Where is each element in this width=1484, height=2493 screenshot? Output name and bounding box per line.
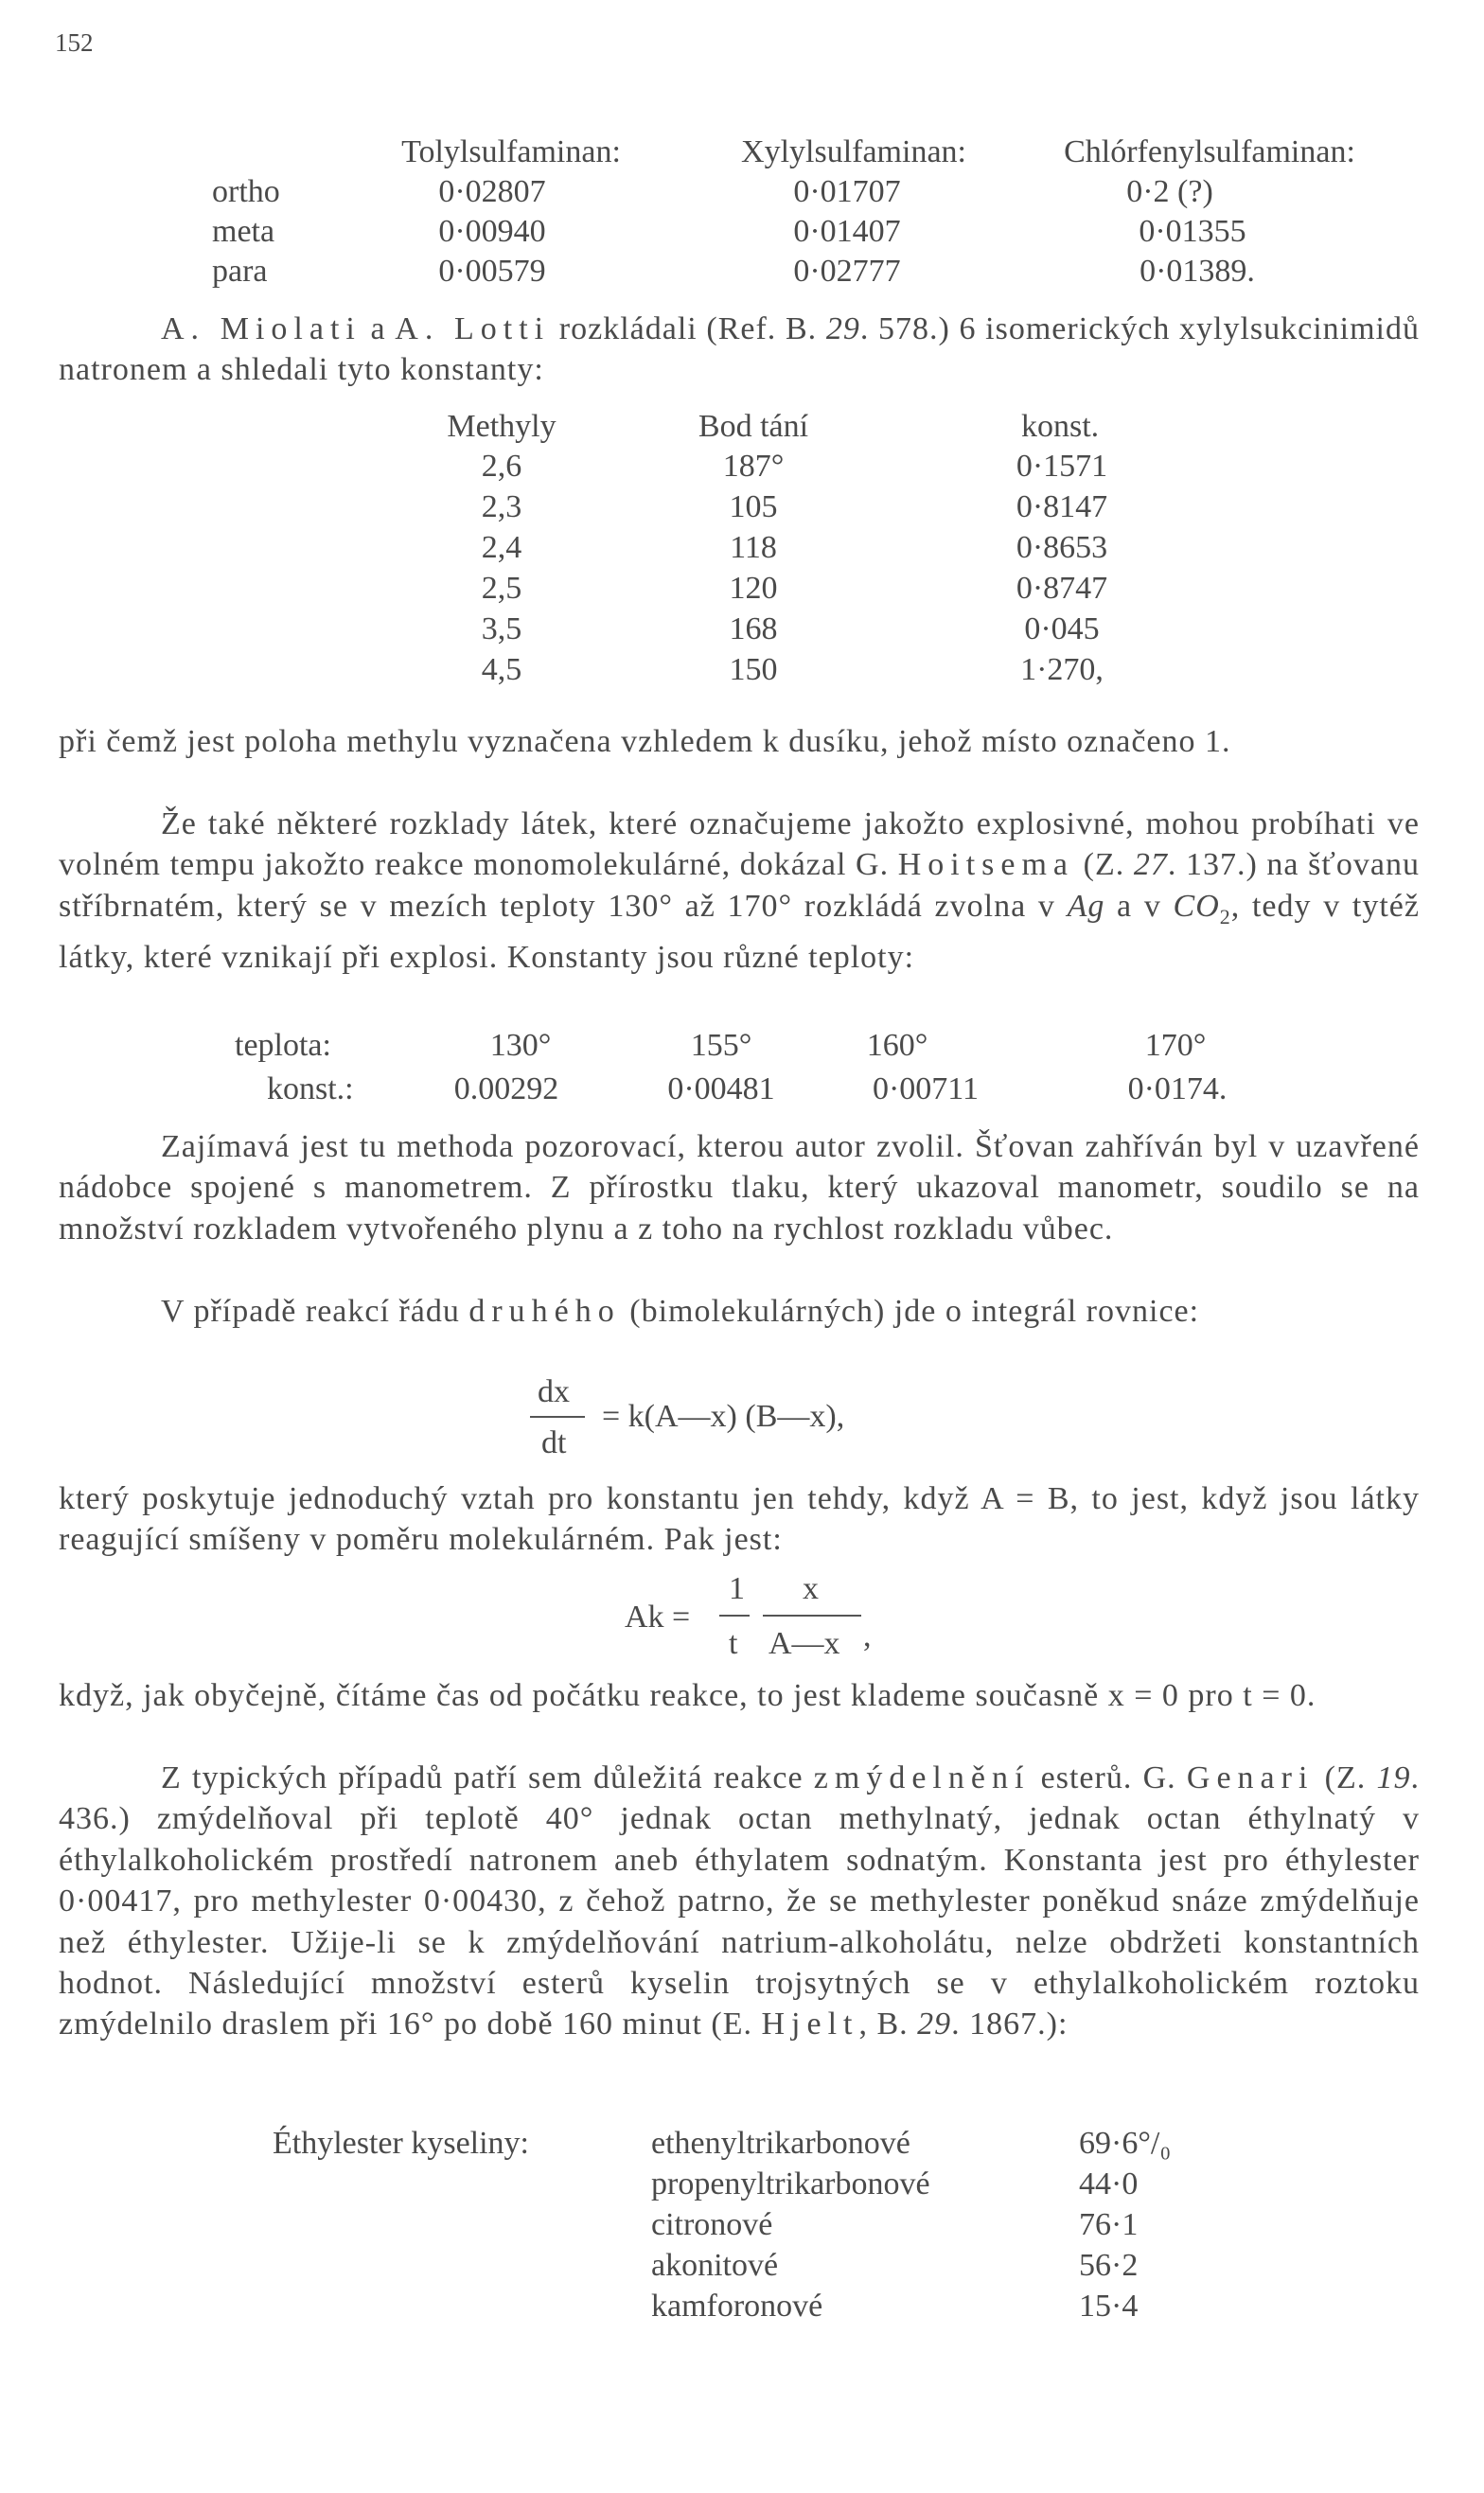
- table-cell: 0·00711: [872, 1071, 980, 1106]
- table-cell: 0·2 (?): [1126, 174, 1213, 209]
- table-row: [0, 530, 1484, 572]
- table-cell: 187°: [722, 449, 785, 484]
- table-row: [0, 571, 1484, 612]
- table-header: Xylylsulfaminan:: [741, 134, 966, 169]
- row-label: konst.:: [267, 1071, 354, 1106]
- fraction-bar: [763, 1615, 861, 1617]
- equation-numerator: dx: [538, 1374, 570, 1409]
- formula-co: CO: [1173, 888, 1220, 924]
- author-name: Genari: [1186, 1760, 1315, 1795]
- table-cell: 0·8747: [1016, 571, 1108, 606]
- table-row: [0, 489, 1484, 531]
- sulfaminan-table: [0, 134, 1484, 295]
- table-cell: 155°: [690, 1028, 752, 1063]
- table-cell: 4,5: [481, 652, 522, 687]
- row-label: meta: [212, 214, 275, 249]
- table-row: [0, 1028, 1484, 1070]
- table-row: [0, 652, 1484, 694]
- table-cell: 170°: [1144, 1028, 1207, 1063]
- table-cell: 3,5: [481, 611, 522, 646]
- ester-value: 44·0: [1079, 2166, 1139, 2201]
- table-cell: 0·01389.: [1140, 254, 1255, 289]
- formula-subscript: 2: [1219, 904, 1231, 928]
- reference-volume: 29: [825, 311, 860, 346]
- table-cell: 0·02807: [438, 174, 546, 209]
- paragraph-hoitsema: [59, 804, 1420, 978]
- text-fragment: . 436.) zmýdelňoval při teplotě 40° jednak octan methylnatý, jednak octan éthylnatý v éthylalkoholickém prostředí natronem aneb éthylatem sodnatým. Konstanta jest pro éthylester 0·00417, pro methylester 0·00430, z čehož patrno, že se methylester poněkud snáze zmýdelňuje než éthylester. Užije-li se k zmýdelňování natrium-alkoholátu, nelze obdržeti konstantních hodnot. Následující množství esterů kyselin trojsytných se v ethylalkoholickém roztoku zmýdelnilo draslem při 16° po době 160 minut (E.: [59, 1760, 1421, 2042]
- text-fragment: a v: [1104, 888, 1174, 924]
- author-name: A. Miolati: [161, 311, 362, 346]
- formula-ag: Ag: [1067, 888, 1105, 924]
- table-row: [0, 2126, 1484, 2167]
- table-header: Chlórfenylsulfaminan:: [1064, 134, 1355, 169]
- table-cell: 0.00292: [453, 1071, 559, 1106]
- text-fragment: (Z.: [1074, 847, 1134, 883]
- table-cell: 0·01355: [1139, 214, 1246, 249]
- table-cell: 0·01707: [793, 174, 901, 209]
- ester-name: akonitové: [651, 2248, 779, 2283]
- equation-rhs: = k(A—x) (B—x),: [602, 1399, 845, 1434]
- text-fragment: V případě reakcí řádu: [161, 1294, 469, 1329]
- table-row: [0, 611, 1484, 653]
- ester-value: 76·1: [1079, 2207, 1139, 2242]
- table-cell: 130°: [489, 1028, 552, 1063]
- table-row: [0, 2207, 1484, 2249]
- table-cell: 2,3: [481, 489, 522, 524]
- reference-volume: 27: [1133, 847, 1168, 883]
- paragraph-zmydelneni: [59, 1758, 1420, 2045]
- table-header-row: [0, 409, 1484, 451]
- table-cell: 0·8147: [1016, 489, 1108, 524]
- paragraph-vztah: který poskytuje jednoduchý vztah pro konstantu jen tehdy, když A = B, to jest, když jsou látky reagující smíšeny v poměru molekulárném. Pak jest:: [59, 1481, 1420, 1558]
- ester-name: propenyltrikarbonové: [651, 2166, 930, 2201]
- reference-volume: 19: [1376, 1760, 1411, 1795]
- text-fragment: Že také některé rozklady látek, které označujeme jakožto explosivné, mohou probíhati ve volném tempu jakožto reakce monomolekulárné, dokázal G.: [59, 806, 1420, 883]
- ester-value: 69·6°/₀: [1079, 2126, 1172, 2161]
- paragraph-poloha: při čemž jest poloha methylu vyznačena vzhledem k dusíku, jehož místo označeno 1.: [59, 724, 1231, 759]
- author-name: A. Lotti: [395, 311, 551, 346]
- ester-name: kamforonové: [651, 2289, 823, 2324]
- table-header: konst.: [1021, 409, 1100, 444]
- author-name: Hjelt: [761, 2007, 859, 2042]
- text-fragment: . 137.) na šťovanu stříbrnatém, který se v mezích teploty 130° až 170° rozkládá zvolna v: [59, 847, 1420, 924]
- table-row: [0, 2166, 1484, 2208]
- table-header: Methyly: [447, 409, 556, 444]
- equation-constant: [0, 1571, 1484, 1675]
- table-row: [0, 2248, 1484, 2290]
- author-name: Hoitsema: [897, 847, 1075, 883]
- equation-rate: [0, 1374, 1484, 1469]
- equation-numerator: x: [803, 1571, 819, 1606]
- equation-lhs: Ak =: [625, 1600, 691, 1635]
- text-fragment: , tedy v tytéž látky, které vznikají při explosi. Konstanty jsou různé teploty:: [59, 888, 1420, 976]
- table-cell: 2,5: [481, 571, 522, 606]
- equation-end: ,: [863, 1618, 872, 1653]
- row-label: teplota:: [235, 1028, 331, 1063]
- text-fragment: . 578.) 6 isomerických xylylsukcinimidů natronem a shledali tyto konstanty:: [59, 311, 1420, 388]
- text-fragment: , B.: [858, 2007, 918, 2042]
- equation-numerator: 1: [729, 1571, 745, 1606]
- table-cell: 118: [730, 530, 777, 565]
- text-fragment: esterů. G.: [1030, 1760, 1187, 1795]
- teplota-table: [0, 1028, 1484, 1113]
- reference-volume: 29: [917, 2007, 952, 2042]
- text-fragment: Z typických případů patří sem důležitá reakce: [161, 1760, 814, 1795]
- table-header: Tolylsulfaminan:: [401, 134, 621, 169]
- table-label: Éthylester kyseliny:: [273, 2126, 530, 2161]
- table-cell: 150: [729, 652, 778, 687]
- table-row: [0, 214, 1484, 256]
- table-header: Bod tání: [698, 409, 809, 444]
- equation-denominator: A—x: [768, 1626, 840, 1661]
- text-fragment: a: [361, 311, 396, 346]
- equation-denominator: t: [729, 1626, 738, 1661]
- paragraph-miolati: [59, 309, 1420, 391]
- table-cell: 0·01407: [793, 214, 901, 249]
- row-label: para: [212, 254, 268, 289]
- table-cell: 1·270,: [1020, 652, 1104, 687]
- table-cell: 105: [729, 489, 778, 524]
- table-row: [0, 1071, 1484, 1113]
- fraction-bar: [530, 1416, 585, 1418]
- table-row: [0, 449, 1484, 490]
- paragraph-cas: když, jak obyčejně, čítáme čas od počátku reakce, to jest klademe současně x = 0 pro t = 0.: [59, 1678, 1316, 1713]
- fraction-bar: [719, 1615, 750, 1617]
- text-fragment: rozkládali (Ref. B.: [550, 311, 826, 346]
- table-cell: 0·1571: [1016, 449, 1108, 484]
- table-cell: 0·00481: [667, 1071, 775, 1106]
- text-fragment: . 1867.):: [951, 2007, 1069, 2042]
- text-fragment: (bimolekulárných) jde o integrál rovnice:: [620, 1294, 1200, 1329]
- paragraph-methoda: Zajímavá jest tu methoda pozorovací, kterou autor zvolil. Šťovan zahříván byl v uzavřené nádobce spojené s manometrem. Z přírostku tlaku, který ukazoval manometr, soudilo se na množství rozkladem vytvořeného plynu a z toho na rychlost rozkladu vůbec.: [59, 1129, 1420, 1246]
- paragraph-druheho: [59, 1291, 1420, 1332]
- table-cell: 0·0174.: [1127, 1071, 1228, 1106]
- table-cell: 2,6: [481, 449, 522, 484]
- emphasis-word: zmýdelnění: [813, 1760, 1031, 1795]
- equation-denominator: dt: [541, 1425, 567, 1460]
- row-label: ortho: [212, 174, 280, 209]
- table-row: [0, 254, 1484, 295]
- ester-value: 15·4: [1079, 2289, 1139, 2324]
- page-number: 152: [55, 28, 94, 57]
- table-cell: 160°: [866, 1028, 928, 1063]
- ester-name: ethenyltrikarbonové: [651, 2126, 910, 2161]
- table-cell: 0·02777: [793, 254, 901, 289]
- table-row: [0, 2289, 1484, 2330]
- table-header-row: [0, 134, 1484, 176]
- ester-name: citronové: [651, 2207, 773, 2242]
- emphasis-word: druhého: [468, 1294, 621, 1329]
- table-cell: 0·00940: [438, 214, 546, 249]
- text-fragment: (Z.: [1314, 1760, 1377, 1795]
- ester-value: 56·2: [1079, 2248, 1139, 2283]
- table-row: [0, 174, 1484, 216]
- table-cell: 0·00579: [438, 254, 546, 289]
- table-cell: 0·045: [1024, 611, 1100, 646]
- table-cell: 2,4: [481, 530, 522, 565]
- table-cell: 0·8653: [1016, 530, 1108, 565]
- table-cell: 168: [729, 611, 778, 646]
- table-cell: 120: [729, 571, 778, 606]
